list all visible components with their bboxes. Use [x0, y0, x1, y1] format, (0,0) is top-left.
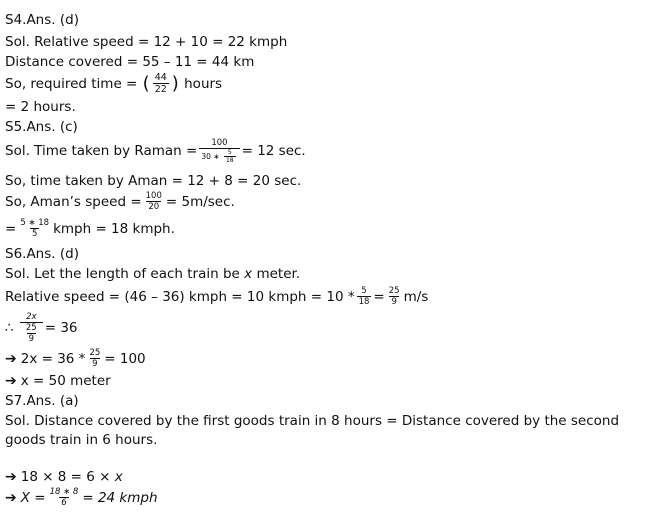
fraction: $\frac{100}{20}$	[145, 191, 162, 212]
s4-line-2: Distance covered = 55 – 11 = 44 km	[5, 54, 255, 70]
s6-line-2: Relative speed = (46 – 36) kmph = 10 kmph = 10 * $\frac{5}{18}$ = $\frac{25}{9}$ m/s	[5, 286, 429, 307]
s7-line-1: Sol. Distance covered by the first goods train in 8 hours = Distance covered by the second	[5, 413, 620, 429]
s4-answer: S4.Ans. (d)	[5, 12, 79, 28]
s5-line-3: So, Aman’s speed = $\frac{100}{20}$ = 5m/sec.	[5, 191, 235, 212]
fraction: $\frac{18 ∗ 8}{6}$	[49, 487, 79, 508]
right-arrow-icon: ➔	[5, 489, 17, 506]
s6-line-4: ➔ 2x = 36 * $\frac{25}{9}$ = 100	[5, 348, 146, 369]
s6-line-1: Sol. Let the length of each train be x meter.	[5, 266, 301, 282]
s4-line-1: Sol. Relative speed = 12 + 10 = 22 kmph	[5, 34, 288, 50]
s7-answer: S7.Ans. (a)	[5, 393, 79, 409]
s5-answer: S5.Ans. (c)	[5, 119, 78, 135]
s7-line-3: ➔ 18 × 8 = 6 × x	[5, 469, 123, 485]
right-arrow-icon: ➔	[5, 469, 17, 485]
s7-line-2: goods train in 6 hours.	[5, 432, 158, 448]
right-arrow-icon: ➔	[5, 350, 17, 367]
s4-line-3: So, required time = ( $\frac{44}{22}$ ) hours	[5, 72, 223, 95]
fraction: 100 30 ∗ $\frac{5}{18}$	[199, 138, 239, 164]
s6-answer: S6.Ans. (d)	[5, 246, 79, 262]
s7-line-4: ➔ X = $\frac{18 ∗ 8}{6}$ = 24 kmph	[5, 487, 158, 508]
s6-line-5: ➔ x = 50 meter	[5, 373, 111, 389]
s5-line-4: = $\frac{5 ∗ 18}{5}$ kmph = 18 kmph.	[5, 218, 175, 239]
right-arrow-icon: ➔	[5, 373, 17, 389]
fraction: $\frac{25}{9}$	[89, 348, 101, 369]
fraction: $\frac{2x}{\frac{25}{9}}$	[20, 312, 43, 344]
s4-line-4: = 2 hours.	[5, 99, 76, 115]
fraction: $\frac{5 ∗ 18}{5}$	[20, 218, 50, 239]
s6-line-3: ∴ $\frac{2x}{\frac{25}{9}}$ = 36	[5, 312, 78, 344]
fraction: $\frac{44}{22}$	[154, 72, 167, 95]
fraction: $\frac{5}{18}$	[358, 286, 370, 307]
fraction: $\frac{25}{9}$	[388, 286, 400, 307]
s5-line-1: Sol. Time taken by Raman = 100 30 ∗ $\frac{5}{18}$ = 12 sec.	[5, 138, 306, 164]
s5-line-2: So, time taken by Aman = 12 + 8 = 20 sec.	[5, 173, 302, 189]
